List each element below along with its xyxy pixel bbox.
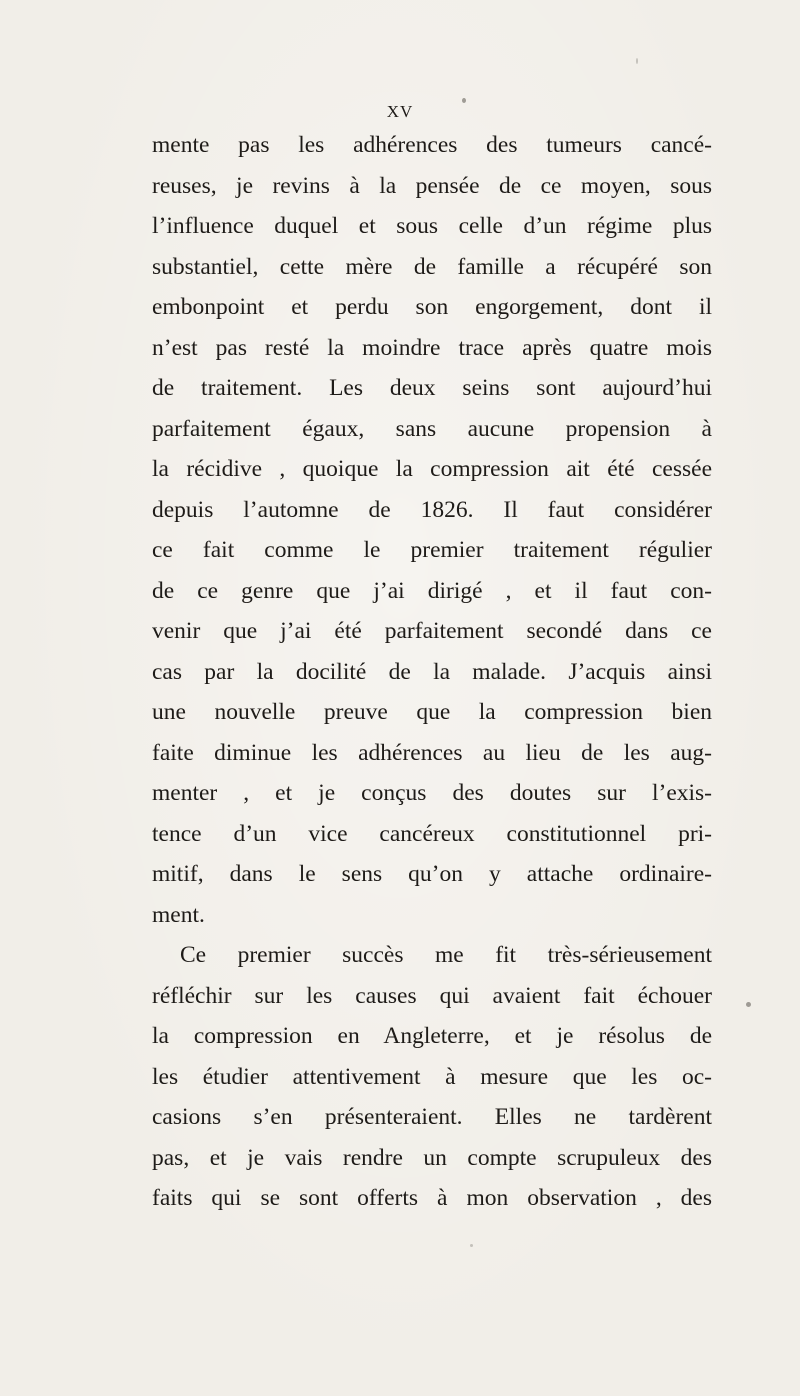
text-line: reuses, je revins à la pensée de ce moyen, sous	[152, 172, 712, 199]
text-line: mente pas les adhérences des tumeurs cancé-	[152, 132, 712, 158]
page-number: XV	[386, 102, 414, 121]
text-line: de traitement. Les deux seins sont aujourd’hui	[152, 375, 712, 401]
text-line: une nouvelle preuve que la compression bien	[152, 699, 712, 725]
text-line: tence d’un vice cancéreux constitutionnel pri-	[152, 820, 712, 847]
text-line: la compression en Angleterre, et je résolus de	[152, 1023, 712, 1049]
text-line: casions s’en présenteraient. Elles ne tardèrent	[152, 1104, 712, 1130]
text-line: menter , et je conçus des doutes sur l’exis-	[152, 780, 712, 806]
paragraph-1	[152, 125, 712, 935]
text-line: réfléchir sur les causes qui avaient fait échouer	[152, 982, 712, 1009]
text-line: ment.	[152, 901, 205, 928]
paper-speck	[462, 98, 466, 103]
body-text	[152, 125, 712, 1219]
paper-speck	[746, 1002, 751, 1007]
text-line: faite diminue les adhérences au lieu de les aug-	[152, 739, 712, 766]
text-line: faits qui se sont offerts à mon observation , des	[152, 1185, 712, 1211]
paper-speck	[636, 58, 638, 64]
text-line: embonpoint et perdu son engorgement, dont il	[152, 294, 712, 320]
text-line: l’influence duquel et sous celle d’un régime plus	[152, 213, 712, 239]
text-line: les étudier attentivement à mesure que les oc-	[152, 1063, 712, 1090]
text-line: n’est pas resté la moindre trace après quatre mois	[152, 334, 712, 361]
text-line: Ce premier succès me fit très-sérieusement	[180, 942, 712, 968]
text-line: de ce genre que j’ai dirigé , et il faut con-	[152, 577, 712, 604]
text-line: mitif, dans le sens qu’on y attache ordinaire-	[152, 861, 712, 887]
paragraph-2	[152, 935, 712, 1219]
paper-speck	[470, 1244, 473, 1247]
text-line: depuis l’automne de 1826. Il faut considérer	[152, 496, 712, 523]
text-line: substantiel, cette mère de famille a récupéré son	[152, 253, 712, 280]
text-line: venir que j’ai été parfaitement secondé dans ce	[152, 618, 712, 644]
text-line: la récidive , quoique la compression ait été cessée	[152, 456, 712, 482]
text-line: pas, et je vais rendre un compte scrupuleux des	[152, 1144, 712, 1171]
text-line: cas par la docilité de la malade. J’acquis ainsi	[152, 658, 712, 685]
text-line: ce fait comme le premier traitement régulier	[152, 537, 712, 563]
text-line: parfaitement égaux, sans aucune propension à	[152, 415, 712, 442]
